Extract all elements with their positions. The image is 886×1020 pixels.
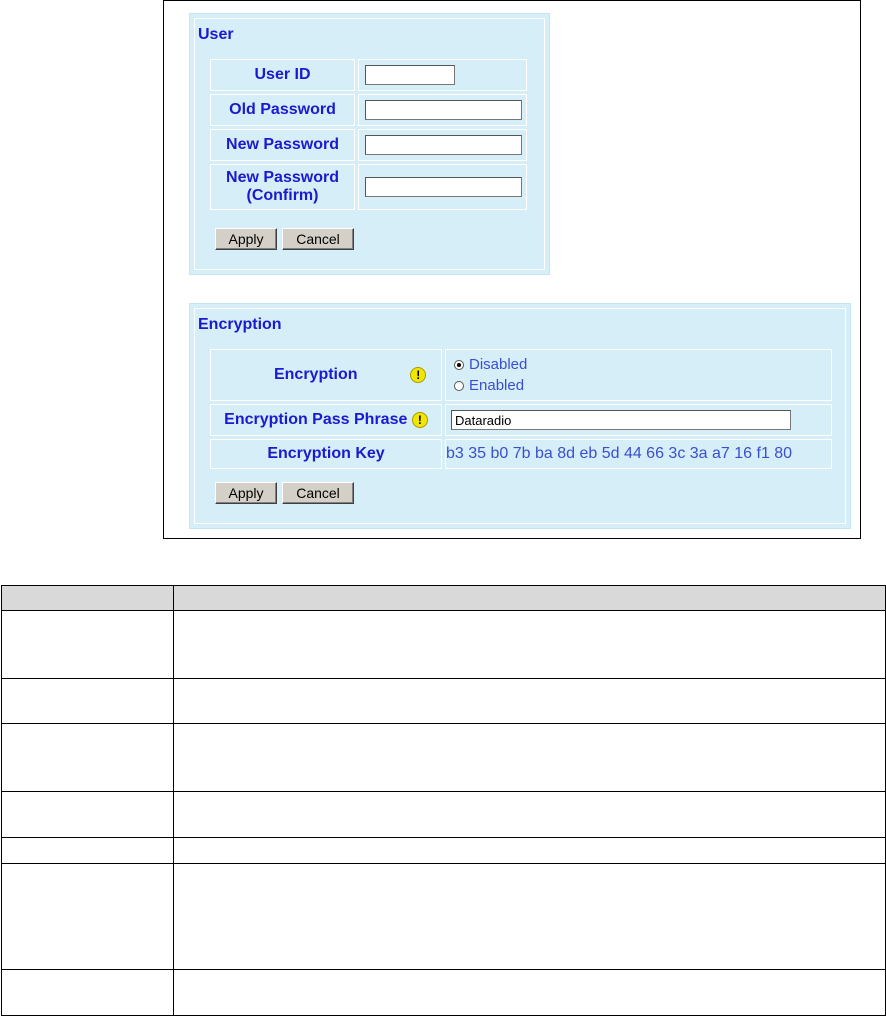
user-panel	[189, 13, 550, 275]
table-cell	[2, 611, 174, 679]
exclamation-warning-icon: !	[410, 367, 426, 383]
header-cell-2	[174, 586, 886, 611]
table-cell	[174, 970, 886, 1016]
encryption-option-enabled-label: Enabled	[469, 377, 525, 394]
user-id-label: User ID	[210, 59, 355, 91]
description-table-header	[2, 586, 886, 611]
old-password-input[interactable]	[365, 100, 522, 120]
encryption-label-cell	[210, 349, 442, 401]
user-cancel-button[interactable]: Cancel	[282, 228, 354, 250]
encryption-panel	[189, 303, 851, 529]
user-panel-title: User	[198, 26, 234, 43]
pass-phrase-label: Encryption Pass Phrase	[224, 411, 408, 428]
user-apply-button[interactable]: Apply	[215, 228, 277, 250]
encryption-label: Encryption	[273, 366, 358, 383]
table-row	[2, 724, 886, 792]
table-cell	[174, 864, 886, 970]
encryption-cancel-button[interactable]: Cancel	[282, 482, 354, 504]
table-cell	[2, 864, 174, 970]
table-cell	[2, 838, 174, 864]
table-row	[2, 838, 886, 864]
pass-phrase-input[interactable]	[451, 410, 791, 430]
encryption-key-label: Encryption Key	[210, 439, 442, 469]
user-id-input[interactable]	[365, 65, 455, 85]
confirm-password-label	[210, 164, 355, 210]
encryption-option-disabled[interactable]	[446, 354, 831, 375]
table-row	[2, 679, 886, 724]
confirm-password-input[interactable]	[365, 177, 522, 197]
table-row	[2, 611, 886, 679]
new-password-label: New Password	[210, 129, 355, 161]
description-table	[1, 585, 886, 1016]
confirm-password-label-line1: New Password	[226, 169, 339, 186]
radio-enabled-icon[interactable]	[454, 381, 464, 391]
table-cell	[2, 970, 174, 1016]
table-cell	[2, 724, 174, 792]
table-cell	[2, 679, 174, 724]
encryption-key-value: b3 35 b0 7b ba 8d eb 5d 44 66 3c 3a a7 16 f1 80	[445, 439, 832, 469]
confirm-password-label-line2: (Confirm)	[246, 187, 319, 204]
table-cell	[2, 792, 174, 838]
table-row	[2, 970, 886, 1016]
new-password-input[interactable]	[365, 135, 522, 155]
encryption-option-disabled-label: Disabled	[469, 356, 528, 373]
radio-disabled-icon[interactable]	[454, 360, 464, 370]
screenshot-frame	[163, 0, 861, 539]
table-cell	[174, 792, 886, 838]
table-row	[2, 864, 886, 970]
table-cell	[174, 611, 886, 679]
user-form-table	[207, 56, 530, 213]
encryption-option-enabled[interactable]	[446, 375, 831, 396]
table-cell	[174, 838, 886, 864]
table-cell	[174, 724, 886, 792]
encryption-panel-title: Encryption	[198, 316, 282, 333]
encryption-form-table	[207, 346, 835, 472]
old-password-label: Old Password	[210, 94, 355, 126]
encryption-apply-button[interactable]: Apply	[215, 482, 277, 504]
header-cell-1	[2, 586, 174, 611]
table-cell	[174, 679, 886, 724]
encryption-options	[445, 349, 832, 401]
table-row	[2, 792, 886, 838]
pass-phrase-label-cell	[210, 404, 442, 436]
exclamation-warning-icon: !	[412, 412, 428, 428]
